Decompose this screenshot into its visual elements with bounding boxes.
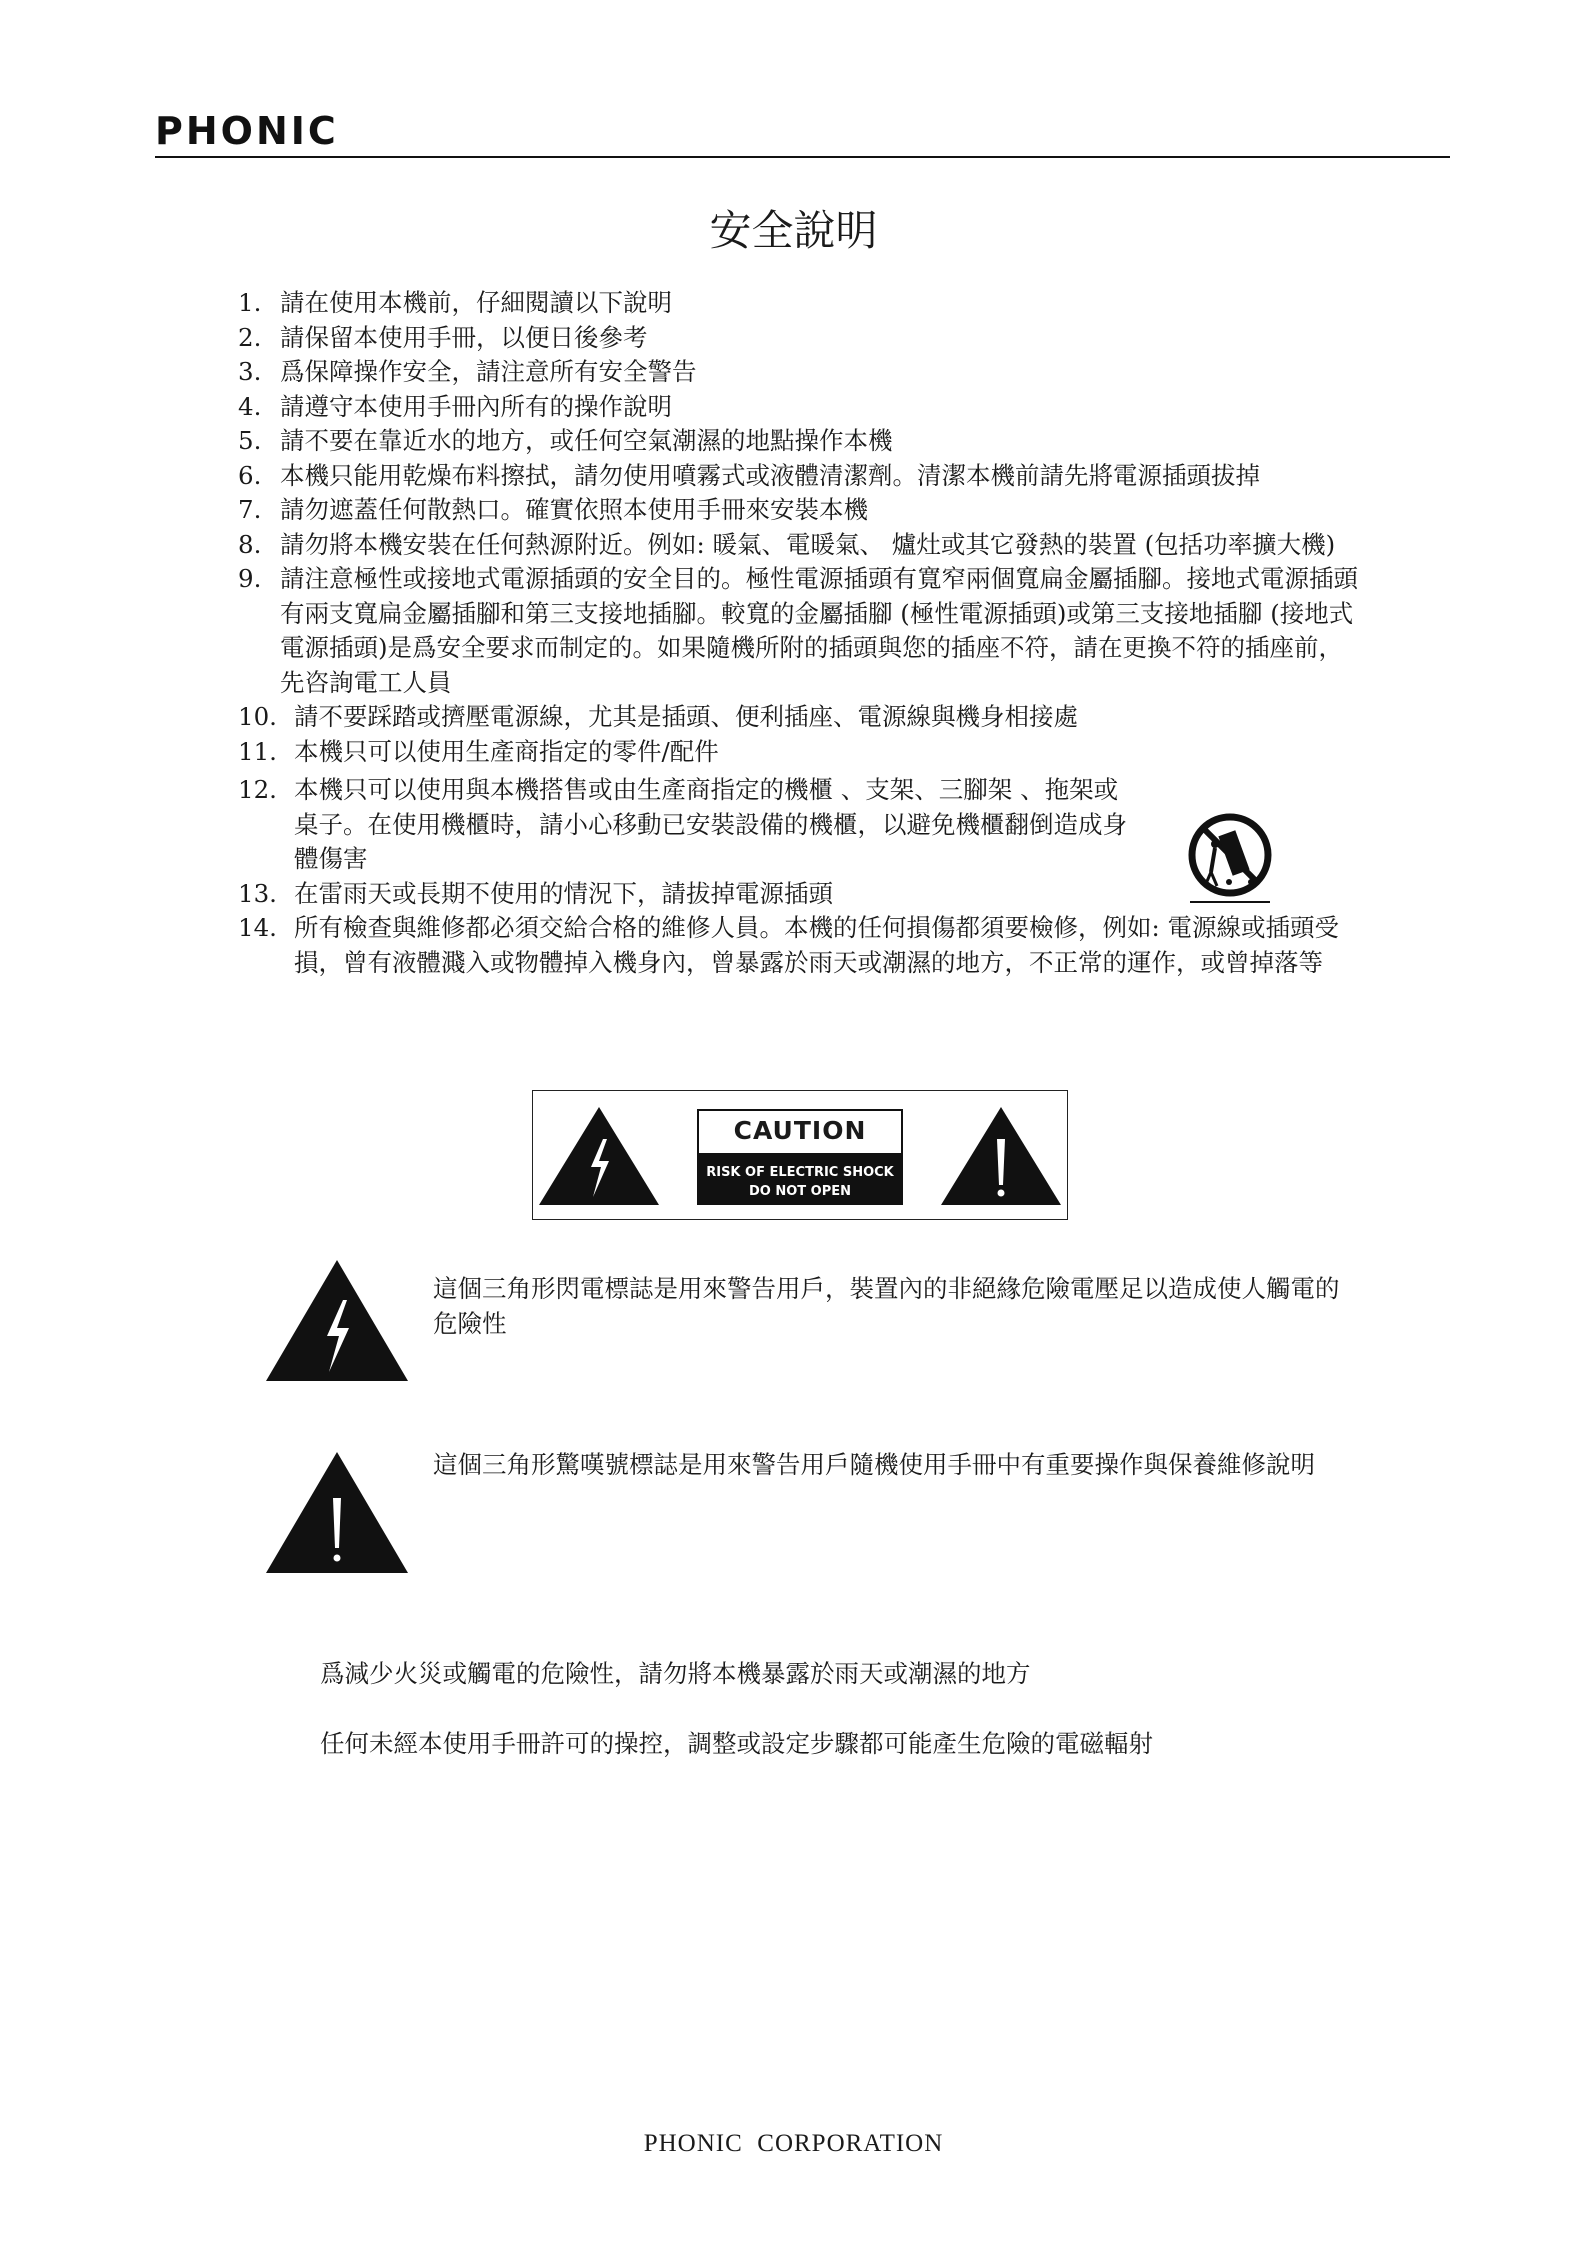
caution-label — [532, 1090, 1068, 1220]
item-text: 爲保障操作安全，請注意所有安全警告 — [280, 357, 697, 386]
item-number: 13. — [238, 878, 277, 908]
caution-heading: CAUTION — [697, 1109, 903, 1153]
item-text: 請勿遮蓋任何散熱口。確實依照本使用手冊來安裝本機 — [280, 495, 868, 524]
list-item — [238, 459, 1358, 494]
item-text: 請不要在靠近水的地方，或任何空氣潮濕的地點操作本機 — [280, 426, 893, 455]
list-item — [238, 424, 1358, 459]
item-number: 11. — [238, 736, 277, 766]
exclamation-symbol-description: 這個三角形驚嘆號標誌是用來警告用戶隨機使用手冊中有重要操作與保養維修說明 — [433, 1450, 1315, 1479]
item-number: 4. — [238, 391, 262, 421]
item-text: 本機只能用乾燥布料擦拭，請勿使用噴霧式或液體清潔劑。清潔本機前請先將電源插頭拔掉 — [280, 460, 1260, 490]
item-text: 在雷雨天或長期不使用的情況下，請拔掉電源插頭 — [294, 878, 833, 908]
radiation-warning-text: 任何未經本使用手冊許可的操控，調整或設定步驟都可能產生危險的電磁輻射 — [320, 1729, 1153, 1758]
list-item — [238, 911, 1358, 980]
item-number: 7. — [238, 495, 262, 524]
list-item — [238, 700, 1358, 735]
lightning-bolt-triangle-icon — [265, 1258, 410, 1383]
list-item — [238, 321, 1358, 356]
item-text: 本機只可以使用生產商指定的零件/配件 — [294, 736, 719, 766]
exclamation-triangle-icon — [939, 1105, 1063, 1207]
item-number: 10. — [238, 702, 277, 731]
item-number: 1. — [238, 288, 262, 317]
caution-subtext — [697, 1153, 903, 1205]
caution-line-1: RISK OF ELECTRIC SHOCK — [706, 1165, 894, 1180]
lightning-triangle-icon — [537, 1105, 661, 1207]
item-number: 8. — [238, 529, 262, 559]
list-item — [238, 528, 1358, 563]
list-item — [238, 390, 1358, 425]
item-number: 14. — [238, 913, 277, 942]
list-item — [238, 735, 1358, 770]
item-number: 12. — [238, 775, 277, 804]
footer-company: PHONIC CORPORATION — [643, 2130, 944, 2157]
caution-plate — [697, 1109, 903, 1205]
cart-tip-over-warning-icon — [1185, 810, 1275, 920]
header-rule — [155, 156, 1450, 158]
list-item — [238, 493, 1358, 528]
item-number: 9. — [238, 564, 262, 593]
fire-warning-text: 爲減少火災或觸電的危險性，請勿將本機暴露於雨天或潮濕的地方 — [320, 1659, 1031, 1688]
list-item — [238, 355, 1358, 390]
item-text: 請遵守本使用手冊內所有的操作說明 — [280, 391, 672, 421]
list-item — [238, 286, 1358, 321]
page-title: 安全說明 — [709, 206, 878, 255]
exclamation-mark-triangle-icon — [265, 1450, 410, 1575]
item-number: 6. — [238, 460, 262, 490]
item-text: 請在使用本機前，仔細閱讀以下說明 — [280, 288, 672, 317]
lightning-symbol-description: 這個三角形閃電標誌是用來警告用戶，裝置內的非絕緣危險電壓足以造成使人觸電的危險性 — [433, 1274, 1340, 1338]
list-item — [238, 562, 1358, 700]
item-text: 請勿將本機安裝在任何熱源附近。例如: 暖氣、電暖氣、 爐灶或其它發熱的裝置 (包括功率擴大機) — [280, 529, 1336, 559]
item-number: 3. — [238, 357, 262, 386]
caution-line-2: DO NOT OPEN — [748, 1184, 852, 1199]
item-text: 本機只可以使用與本機搭售或由生產商指定的機櫃 、支架、三腳架 、拖架或桌子。在使用機櫃時，請小心移動已安裝設備的機櫃，以避免機櫃翻倒造成身體傷害 — [294, 775, 1127, 873]
item-number: 5. — [238, 426, 262, 455]
item-text: 請注意極性或接地式電源插頭的安全目的。極性電源插頭有寬窄兩個寬扁金屬插腳。接地式電源插頭有兩支寬扁金屬插腳和第三支接地插腳。較寬的金屬插腳 (極性電源插頭)或第三支接地插腳 (接地式電源插頭)是爲安全要求而制定的。如果隨機所附的插頭與您的插座不符，請在更換不符的插座前，先咨詢電工人員 — [280, 564, 1358, 697]
item-number: 2. — [238, 322, 262, 352]
brand-logo: PHONIC — [155, 109, 339, 153]
item-text: 請不要踩踏或擠壓電源線，尤其是插頭、便利插座、電源線與機身相接處 — [294, 702, 1078, 731]
item-text: 所有檢查與維修都必須交給合格的維修人員。本機的任何損傷都須要檢修，例如: 電源線或插頭受損，曾有液體濺入或物體掉入機身內，曾暴露於雨天或潮濕的地方，不正常的運作，或曾掉落等 — [294, 913, 1340, 977]
item-text: 請保留本使用手冊，以便日後參考 — [280, 322, 648, 352]
